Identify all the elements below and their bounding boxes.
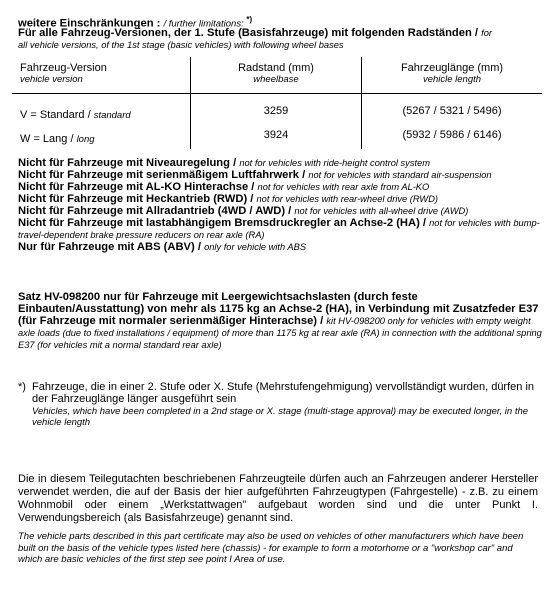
footnote-en: Vehicles, which have been completed in a 2nd stage or X. stage (multi-stage approval) may be executed longer, in the vehicle length [32, 406, 529, 429]
restriction-de: Nur für Fahrzeuge mit ABS (ABV) / [18, 241, 205, 253]
restriction-de: Nicht für Fahrzeuge mit lastabhängigem Bremsdruckregler an Achse-2 (HA) / [18, 217, 430, 229]
wheelbase-intro-en-start: for [481, 28, 492, 38]
separator: / [474, 27, 482, 39]
restriction-de: Nicht für Fahrzeuge mit Heckantrieb (RWD) / [18, 193, 257, 205]
closing-paragraph-en: The vehicle parts described in this part certificate may also be used on vehicles of other manufacturers which have been built on the basis of the vehicle types listed here (chassis) - for example to form a motorhome or a "workshop car" and which are basic vehicles of the first step see point I Area of use. [18, 531, 524, 566]
header-wheelbase-de: Radstand (mm) [238, 62, 314, 74]
table-header [12, 57, 542, 94]
heading-de: weitere Einschränkungen : [18, 17, 164, 30]
header-version [12, 57, 190, 93]
restriction-en: not for vehicles with standard air-suspension [308, 170, 492, 180]
restriction-item [18, 241, 550, 253]
cell-wheelbase-value: 3924 [263, 129, 289, 141]
header-length-de: Fahrzeuglänge (mm) [400, 62, 504, 74]
wheelbase-intro-de [18, 27, 550, 39]
restriction-de: Nicht für Fahrzeuge mit serienmäßigem Luftfahrwerk / [18, 169, 309, 181]
cell-length-value: (5932 / 5986 / 6146) [402, 129, 502, 141]
restriction-item [18, 157, 550, 169]
restriction-item [18, 217, 550, 241]
restriction-en: not for vehicles with rear-wheel drive (RWD) [256, 194, 439, 204]
wheelbase-intro-en: all vehicle versions, of the 1st stage (basic vehicles) with following wheel bases [18, 40, 344, 50]
restriction-item [18, 181, 550, 193]
restriction-en: only for vehicle with ABS [204, 242, 307, 252]
restriction-en: not for vehicles with ride-height control system [239, 158, 430, 168]
restriction-en: not for vehicles with rear axle from AL-KO [257, 182, 430, 192]
kit-hv098200-paragraph [18, 291, 546, 351]
restriction-item [18, 169, 550, 181]
cell-length [361, 125, 542, 149]
wheelbase-intro-de-text: Für alle Fahrzeug-Versionen, der 1. Stufe (Basisfahrzeuge) mit folgenden Radständen [18, 27, 475, 39]
cell-version [12, 133, 190, 149]
footnote-de: Fahrzeuge, die in einer 2. Stufe oder X. Stufe (Mehrstufengehmigung) vervollständigt wurden, dürfen in der Fahrzeuglänge länger ausgeführt sein [32, 381, 535, 406]
header-wheelbase-en: wheelbase [253, 74, 299, 85]
header-length-en: vehicle length [422, 74, 482, 85]
header-version-de: Fahrzeug-Version [20, 62, 107, 74]
restrictions-list [18, 157, 550, 253]
restriction-en: not for vehicles with bump-travel-dependent brake pressure reducers on rear axle (RA) [18, 218, 540, 240]
cell-version-en: long [76, 134, 95, 145]
restriction-de: Nicht für Fahrzeuge mit AL-KO Hinterachse / [18, 181, 258, 193]
cell-wheelbase-value: 3259 [263, 105, 289, 117]
kit-paragraph-de: Satz HV-098200 nur für Fahrzeuge mit Leergewichtsachslasten (durch feste Einbauten/Ausstattung) von mehr als 1175 kg an Achse-2 (HA), in Verbindung mit Zusatzfeder E37 (für Fahrzeuge mit normaler serienmäßiger Hinterachse) / [18, 291, 539, 327]
cell-version [12, 109, 190, 125]
restriction-item [18, 193, 550, 205]
header-version-en: vehicle version [20, 74, 83, 85]
restriction-de: Nicht für Fahrzeuge mit Niveauregelung / [18, 157, 240, 169]
heading-en: / further limitations: [163, 18, 247, 30]
kit-paragraph-en: kit HV-098200 only for vehicles with empty weight axle loads (due to fixed installations / equipment) of more than 1175 kg at rear axle (RA) in connection with the additional spring E37 (for vehicles mit a normal standard rear axle) [18, 316, 542, 350]
table-row [12, 94, 542, 125]
restriction-item [18, 205, 550, 217]
closing-paragraph-de: Die in diesem Teilegutachten beschriebenen Fahrzeugteile dürfen auch an Fahrzeugen anderer Hersteller verwendet werden, die auf der Basis der hier aufgeführten Fahrzeugtypen (Fahrgestelle) - z.B. zu einem Wohnmobil oder einem „Werkstattwagen" aufgebaut worden sind und die unter Punkt I. Verwendungsbereich (als Basisfahrzeuge) genannt sind. [18, 473, 538, 524]
cell-version-en: standard [93, 110, 131, 121]
table-row [12, 125, 542, 149]
cell-version-de: W = Lang / [20, 133, 77, 145]
restriction-de: Nicht für Fahrzeuge mit Allradantrieb (4WD / AWD) / [18, 205, 295, 217]
footnote-marker: *) [246, 15, 253, 24]
cell-length [361, 94, 542, 125]
cell-version-de: V = Standard / [20, 109, 94, 121]
footnote-marker: *) [18, 381, 26, 393]
header-length [361, 57, 542, 93]
cell-wheelbase [190, 94, 361, 125]
header-wheelbase [190, 57, 361, 93]
wheelbase-table [12, 57, 542, 149]
cell-wheelbase [190, 125, 361, 149]
restriction-en: not for vehicles with all-wheel drive (AWD) [294, 206, 469, 216]
cell-length-value: (5267 / 5321 / 5496) [402, 105, 502, 117]
